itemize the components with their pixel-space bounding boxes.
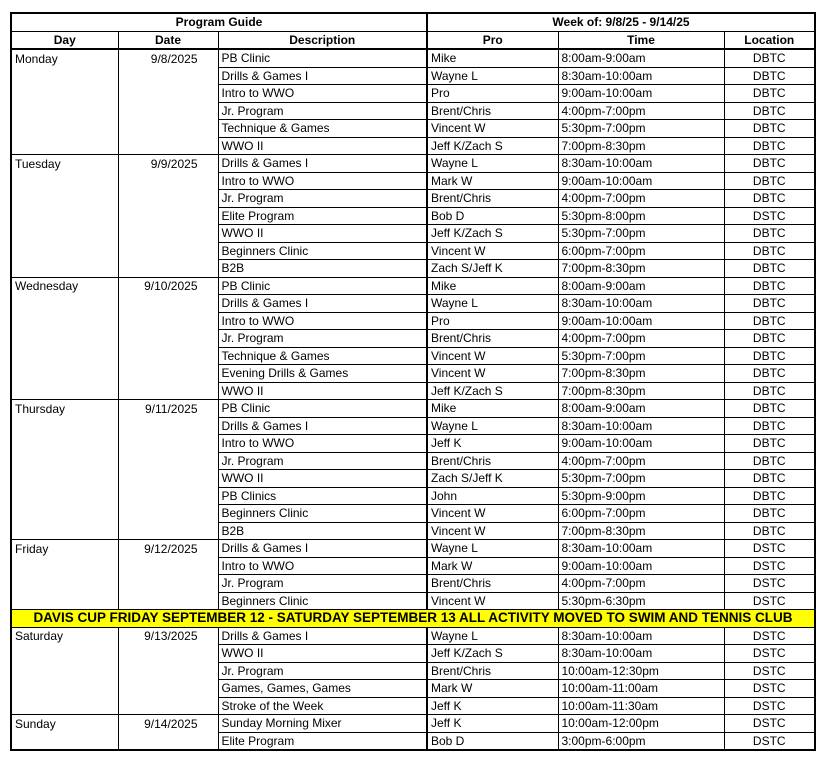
location-cell: DSTC: [724, 680, 815, 698]
location-cell: DBTC: [724, 522, 815, 540]
location-cell: DSTC: [724, 575, 815, 593]
table-row: [11, 697, 815, 715]
date-cell: [118, 207, 218, 225]
table-row: [11, 155, 815, 173]
date-cell: [118, 470, 218, 488]
date-cell: 9/14/2025: [118, 715, 218, 733]
description-cell: WWO II: [218, 470, 427, 488]
time-cell: 10:00am-11:00am: [558, 680, 724, 698]
pro-cell: Wayne L: [427, 155, 558, 173]
description-cell: Sunday Morning Mixer: [218, 715, 427, 733]
day-cell: [11, 120, 118, 138]
description-cell: Elite Program: [218, 732, 427, 750]
pro-cell: Brent/Chris: [427, 190, 558, 208]
pro-cell: Mark W: [427, 557, 558, 575]
table-row: [11, 732, 815, 750]
title-row: [11, 13, 815, 31]
day-cell: Wednesday: [11, 277, 118, 295]
pro-cell: Brent/Chris: [427, 452, 558, 470]
time-cell: 8:30am-10:00am: [558, 67, 724, 85]
table-row: [11, 715, 815, 733]
day-cell: [11, 382, 118, 400]
day-cell: [11, 347, 118, 365]
program-guide-title: Program Guide: [11, 13, 427, 31]
time-cell: 8:30am-10:00am: [558, 295, 724, 313]
day-cell: [11, 435, 118, 453]
date-cell: [118, 680, 218, 698]
description-cell: PB Clinic: [218, 277, 427, 295]
time-cell: 8:00am-9:00am: [558, 49, 724, 67]
description-cell: Drills & Games I: [218, 540, 427, 558]
description-cell: Beginners Clinic: [218, 592, 427, 610]
time-cell: 8:30am-10:00am: [558, 627, 724, 645]
day-cell: [11, 365, 118, 383]
time-cell: 7:00pm-8:30pm: [558, 260, 724, 278]
table-row: [11, 470, 815, 488]
description-cell: B2B: [218, 522, 427, 540]
table-row: [11, 172, 815, 190]
pro-cell: Bob D: [427, 207, 558, 225]
pro-cell: Vincent W: [427, 242, 558, 260]
date-cell: 9/10/2025: [118, 277, 218, 295]
pro-cell: Mike: [427, 49, 558, 67]
day-cell: [11, 680, 118, 698]
date-cell: [118, 732, 218, 750]
date-cell: [118, 697, 218, 715]
time-cell: 8:00am-9:00am: [558, 400, 724, 418]
date-cell: 9/9/2025: [118, 155, 218, 173]
location-cell: DBTC: [724, 277, 815, 295]
description-cell: PB Clinic: [218, 400, 427, 418]
day-cell: [11, 102, 118, 120]
table-row: [11, 435, 815, 453]
date-cell: [118, 85, 218, 103]
time-cell: 4:00pm-7:00pm: [558, 330, 724, 348]
column-header-date: Date: [118, 31, 218, 49]
date-cell: [118, 487, 218, 505]
table-row: [11, 67, 815, 85]
date-cell: 9/11/2025: [118, 400, 218, 418]
day-cell: [11, 557, 118, 575]
pro-cell: Brent/Chris: [427, 330, 558, 348]
date-cell: [118, 435, 218, 453]
date-cell: [118, 382, 218, 400]
day-cell: [11, 190, 118, 208]
location-cell: DSTC: [724, 627, 815, 645]
time-cell: 5:30pm-7:00pm: [558, 347, 724, 365]
day-cell: [11, 575, 118, 593]
pro-cell: Wayne L: [427, 295, 558, 313]
date-cell: [118, 522, 218, 540]
description-cell: Technique & Games: [218, 347, 427, 365]
day-cell: [11, 452, 118, 470]
date-cell: [118, 575, 218, 593]
date-cell: [118, 452, 218, 470]
pro-cell: Mark W: [427, 680, 558, 698]
day-cell: Sunday: [11, 715, 118, 733]
location-cell: DBTC: [724, 190, 815, 208]
location-cell: DBTC: [724, 120, 815, 138]
description-cell: Intro to WWO: [218, 557, 427, 575]
day-cell: [11, 225, 118, 243]
description-cell: WWO II: [218, 225, 427, 243]
pro-cell: Jeff K: [427, 435, 558, 453]
date-cell: [118, 417, 218, 435]
location-cell: DBTC: [724, 365, 815, 383]
description-cell: WWO II: [218, 382, 427, 400]
table-row: [11, 487, 815, 505]
location-cell: DBTC: [724, 49, 815, 67]
table-row: [11, 312, 815, 330]
table-row: [11, 225, 815, 243]
pro-cell: Pro: [427, 85, 558, 103]
date-cell: [118, 242, 218, 260]
pro-cell: Bob D: [427, 732, 558, 750]
description-cell: Games, Games, Games: [218, 680, 427, 698]
description-cell: Jr. Program: [218, 190, 427, 208]
time-cell: 9:00am-10:00am: [558, 435, 724, 453]
date-cell: [118, 347, 218, 365]
description-cell: Stroke of the Week: [218, 697, 427, 715]
pro-cell: Wayne L: [427, 67, 558, 85]
table-row: [11, 417, 815, 435]
pro-cell: Vincent W: [427, 522, 558, 540]
description-cell: PB Clinic: [218, 49, 427, 67]
date-cell: [118, 312, 218, 330]
description-cell: Beginners Clinic: [218, 505, 427, 523]
location-cell: DBTC: [724, 85, 815, 103]
date-cell: [118, 225, 218, 243]
time-cell: 9:00am-10:00am: [558, 312, 724, 330]
location-cell: DBTC: [724, 470, 815, 488]
description-cell: WWO II: [218, 645, 427, 663]
time-cell: 7:00pm-8:30pm: [558, 382, 724, 400]
date-cell: [118, 505, 218, 523]
date-cell: [118, 260, 218, 278]
description-cell: WWO II: [218, 137, 427, 155]
table-row: [11, 505, 815, 523]
description-cell: Beginners Clinic: [218, 242, 427, 260]
location-cell: DBTC: [724, 505, 815, 523]
description-cell: Evening Drills & Games: [218, 365, 427, 383]
description-cell: Intro to WWO: [218, 172, 427, 190]
week-of-title: Week of: 9/8/25 - 9/14/25: [427, 13, 815, 31]
date-cell: [118, 295, 218, 313]
pro-cell: John: [427, 487, 558, 505]
date-cell: [118, 67, 218, 85]
table-row: [11, 49, 815, 67]
pro-cell: Jeff K: [427, 697, 558, 715]
time-cell: 8:30am-10:00am: [558, 417, 724, 435]
day-cell: [11, 522, 118, 540]
description-cell: B2B: [218, 260, 427, 278]
date-cell: [118, 102, 218, 120]
pro-cell: Zach S/Jeff K: [427, 260, 558, 278]
location-cell: DBTC: [724, 347, 815, 365]
location-cell: DBTC: [724, 435, 815, 453]
description-cell: PB Clinics: [218, 487, 427, 505]
time-cell: 5:30pm-7:00pm: [558, 225, 724, 243]
description-cell: Jr. Program: [218, 102, 427, 120]
day-cell: [11, 417, 118, 435]
day-cell: [11, 207, 118, 225]
table-row: [11, 680, 815, 698]
table-row: [11, 295, 815, 313]
time-cell: 4:00pm-7:00pm: [558, 190, 724, 208]
pro-cell: Wayne L: [427, 540, 558, 558]
location-cell: DBTC: [724, 417, 815, 435]
date-cell: [118, 330, 218, 348]
location-cell: DSTC: [724, 540, 815, 558]
location-cell: DSTC: [724, 715, 815, 733]
day-cell: [11, 662, 118, 680]
pro-cell: Wayne L: [427, 627, 558, 645]
time-cell: 7:00pm-8:30pm: [558, 522, 724, 540]
table-row: [11, 662, 815, 680]
description-cell: Intro to WWO: [218, 312, 427, 330]
pro-cell: Jeff K/Zach S: [427, 645, 558, 663]
table-row: [11, 522, 815, 540]
davis-cup-banner-row: [11, 610, 815, 628]
location-cell: DBTC: [724, 137, 815, 155]
time-cell: 8:00am-9:00am: [558, 277, 724, 295]
davis-cup-banner: DAVIS CUP FRIDAY SEPTEMBER 12 - SATURDAY SEPTEMBER 13 ALL ACTIVITY MOVED TO SWIM AND TENNIS CLUB: [11, 610, 815, 628]
pro-cell: Mark W: [427, 172, 558, 190]
description-cell: Drills & Games I: [218, 417, 427, 435]
pro-cell: Mike: [427, 277, 558, 295]
column-header-time: Time: [558, 31, 724, 49]
time-cell: 9:00am-10:00am: [558, 557, 724, 575]
day-cell: [11, 592, 118, 610]
time-cell: 6:00pm-7:00pm: [558, 505, 724, 523]
location-cell: DBTC: [724, 400, 815, 418]
time-cell: 4:00pm-7:00pm: [558, 102, 724, 120]
table-row: [11, 452, 815, 470]
description-cell: Intro to WWO: [218, 85, 427, 103]
day-cell: [11, 487, 118, 505]
day-cell: Thursday: [11, 400, 118, 418]
day-cell: [11, 172, 118, 190]
pro-cell: Zach S/Jeff K: [427, 470, 558, 488]
description-cell: Intro to WWO: [218, 435, 427, 453]
table-row: [11, 347, 815, 365]
time-cell: 10:00am-12:30pm: [558, 662, 724, 680]
time-cell: 8:30am-10:00am: [558, 645, 724, 663]
location-cell: DBTC: [724, 172, 815, 190]
description-cell: Technique & Games: [218, 120, 427, 138]
date-cell: [118, 662, 218, 680]
time-cell: 4:00pm-7:00pm: [558, 575, 724, 593]
column-header-row: [11, 31, 815, 49]
description-cell: Jr. Program: [218, 330, 427, 348]
table-row: [11, 365, 815, 383]
table-row: [11, 277, 815, 295]
table-row: [11, 260, 815, 278]
pro-cell: Vincent W: [427, 365, 558, 383]
time-cell: 5:30pm-7:00pm: [558, 470, 724, 488]
pro-cell: Brent/Chris: [427, 575, 558, 593]
day-cell: Monday: [11, 49, 118, 67]
day-cell: [11, 732, 118, 750]
location-cell: DBTC: [724, 155, 815, 173]
pro-cell: Wayne L: [427, 417, 558, 435]
pro-cell: Vincent W: [427, 505, 558, 523]
column-header-location: Location: [724, 31, 815, 49]
location-cell: DSTC: [724, 207, 815, 225]
day-cell: [11, 312, 118, 330]
pro-cell: Brent/Chris: [427, 102, 558, 120]
time-cell: 9:00am-10:00am: [558, 85, 724, 103]
location-cell: DSTC: [724, 697, 815, 715]
time-cell: 7:00pm-8:30pm: [558, 365, 724, 383]
date-cell: [118, 190, 218, 208]
location-cell: DBTC: [724, 487, 815, 505]
date-cell: [118, 120, 218, 138]
time-cell: 5:30pm-9:00pm: [558, 487, 724, 505]
table-row: [11, 242, 815, 260]
time-cell: 4:00pm-7:00pm: [558, 452, 724, 470]
date-cell: [118, 557, 218, 575]
description-cell: Drills & Games I: [218, 627, 427, 645]
table-row: [11, 575, 815, 593]
table-row: [11, 400, 815, 418]
column-header-day: Day: [11, 31, 118, 49]
time-cell: 5:30pm-7:00pm: [558, 120, 724, 138]
table-row: [11, 207, 815, 225]
time-cell: 8:30am-10:00am: [558, 155, 724, 173]
program-guide-table: [10, 12, 816, 751]
time-cell: 3:00pm-6:00pm: [558, 732, 724, 750]
date-cell: 9/12/2025: [118, 540, 218, 558]
table-row: [11, 382, 815, 400]
date-cell: [118, 592, 218, 610]
time-cell: 10:00am-11:30am: [558, 697, 724, 715]
day-cell: [11, 137, 118, 155]
pro-cell: Jeff K/Zach S: [427, 137, 558, 155]
table-row: [11, 85, 815, 103]
day-cell: [11, 505, 118, 523]
time-cell: 5:30pm-6:30pm: [558, 592, 724, 610]
day-cell: [11, 697, 118, 715]
location-cell: DBTC: [724, 312, 815, 330]
pro-cell: Vincent W: [427, 120, 558, 138]
location-cell: DBTC: [724, 295, 815, 313]
description-cell: Jr. Program: [218, 575, 427, 593]
day-cell: Friday: [11, 540, 118, 558]
table-row: [11, 627, 815, 645]
pro-cell: Vincent W: [427, 347, 558, 365]
date-cell: 9/8/2025: [118, 49, 218, 67]
column-header-description: Description: [218, 31, 427, 49]
day-cell: [11, 260, 118, 278]
description-cell: Elite Program: [218, 207, 427, 225]
date-cell: [118, 137, 218, 155]
description-cell: Drills & Games I: [218, 295, 427, 313]
description-cell: Jr. Program: [218, 662, 427, 680]
table-row: [11, 592, 815, 610]
location-cell: DSTC: [724, 732, 815, 750]
table-row: [11, 120, 815, 138]
location-cell: DBTC: [724, 102, 815, 120]
date-cell: [118, 172, 218, 190]
location-cell: DSTC: [724, 557, 815, 575]
pro-cell: Brent/Chris: [427, 662, 558, 680]
date-cell: [118, 365, 218, 383]
day-cell: Saturday: [11, 627, 118, 645]
time-cell: 9:00am-10:00am: [558, 172, 724, 190]
description-cell: Drills & Games I: [218, 155, 427, 173]
pro-cell: Vincent W: [427, 592, 558, 610]
date-cell: [118, 645, 218, 663]
column-header-pro: Pro: [427, 31, 558, 49]
table-row: [11, 557, 815, 575]
pro-cell: Pro: [427, 312, 558, 330]
location-cell: DSTC: [724, 645, 815, 663]
date-cell: 9/13/2025: [118, 627, 218, 645]
description-cell: Drills & Games I: [218, 67, 427, 85]
location-cell: DBTC: [724, 452, 815, 470]
day-cell: [11, 242, 118, 260]
day-cell: [11, 67, 118, 85]
time-cell: 10:00am-12:00pm: [558, 715, 724, 733]
day-cell: [11, 85, 118, 103]
day-cell: [11, 645, 118, 663]
day-cell: [11, 295, 118, 313]
location-cell: DBTC: [724, 260, 815, 278]
location-cell: DSTC: [724, 662, 815, 680]
table-row: [11, 540, 815, 558]
table-row: [11, 102, 815, 120]
time-cell: 7:00pm-8:30pm: [558, 137, 724, 155]
location-cell: DSTC: [724, 592, 815, 610]
time-cell: 8:30am-10:00am: [558, 540, 724, 558]
time-cell: 5:30pm-8:00pm: [558, 207, 724, 225]
location-cell: DBTC: [724, 225, 815, 243]
time-cell: 6:00pm-7:00pm: [558, 242, 724, 260]
location-cell: DBTC: [724, 382, 815, 400]
table-row: [11, 137, 815, 155]
pro-cell: Jeff K/Zach S: [427, 225, 558, 243]
description-cell: Jr. Program: [218, 452, 427, 470]
location-cell: DBTC: [724, 67, 815, 85]
location-cell: DBTC: [724, 242, 815, 260]
day-cell: [11, 470, 118, 488]
table-row: [11, 645, 815, 663]
location-cell: DBTC: [724, 330, 815, 348]
pro-cell: Jeff K: [427, 715, 558, 733]
table-row: [11, 190, 815, 208]
day-cell: [11, 330, 118, 348]
pro-cell: Jeff K/Zach S: [427, 382, 558, 400]
day-cell: Tuesday: [11, 155, 118, 173]
table-row: [11, 330, 815, 348]
pro-cell: Mike: [427, 400, 558, 418]
